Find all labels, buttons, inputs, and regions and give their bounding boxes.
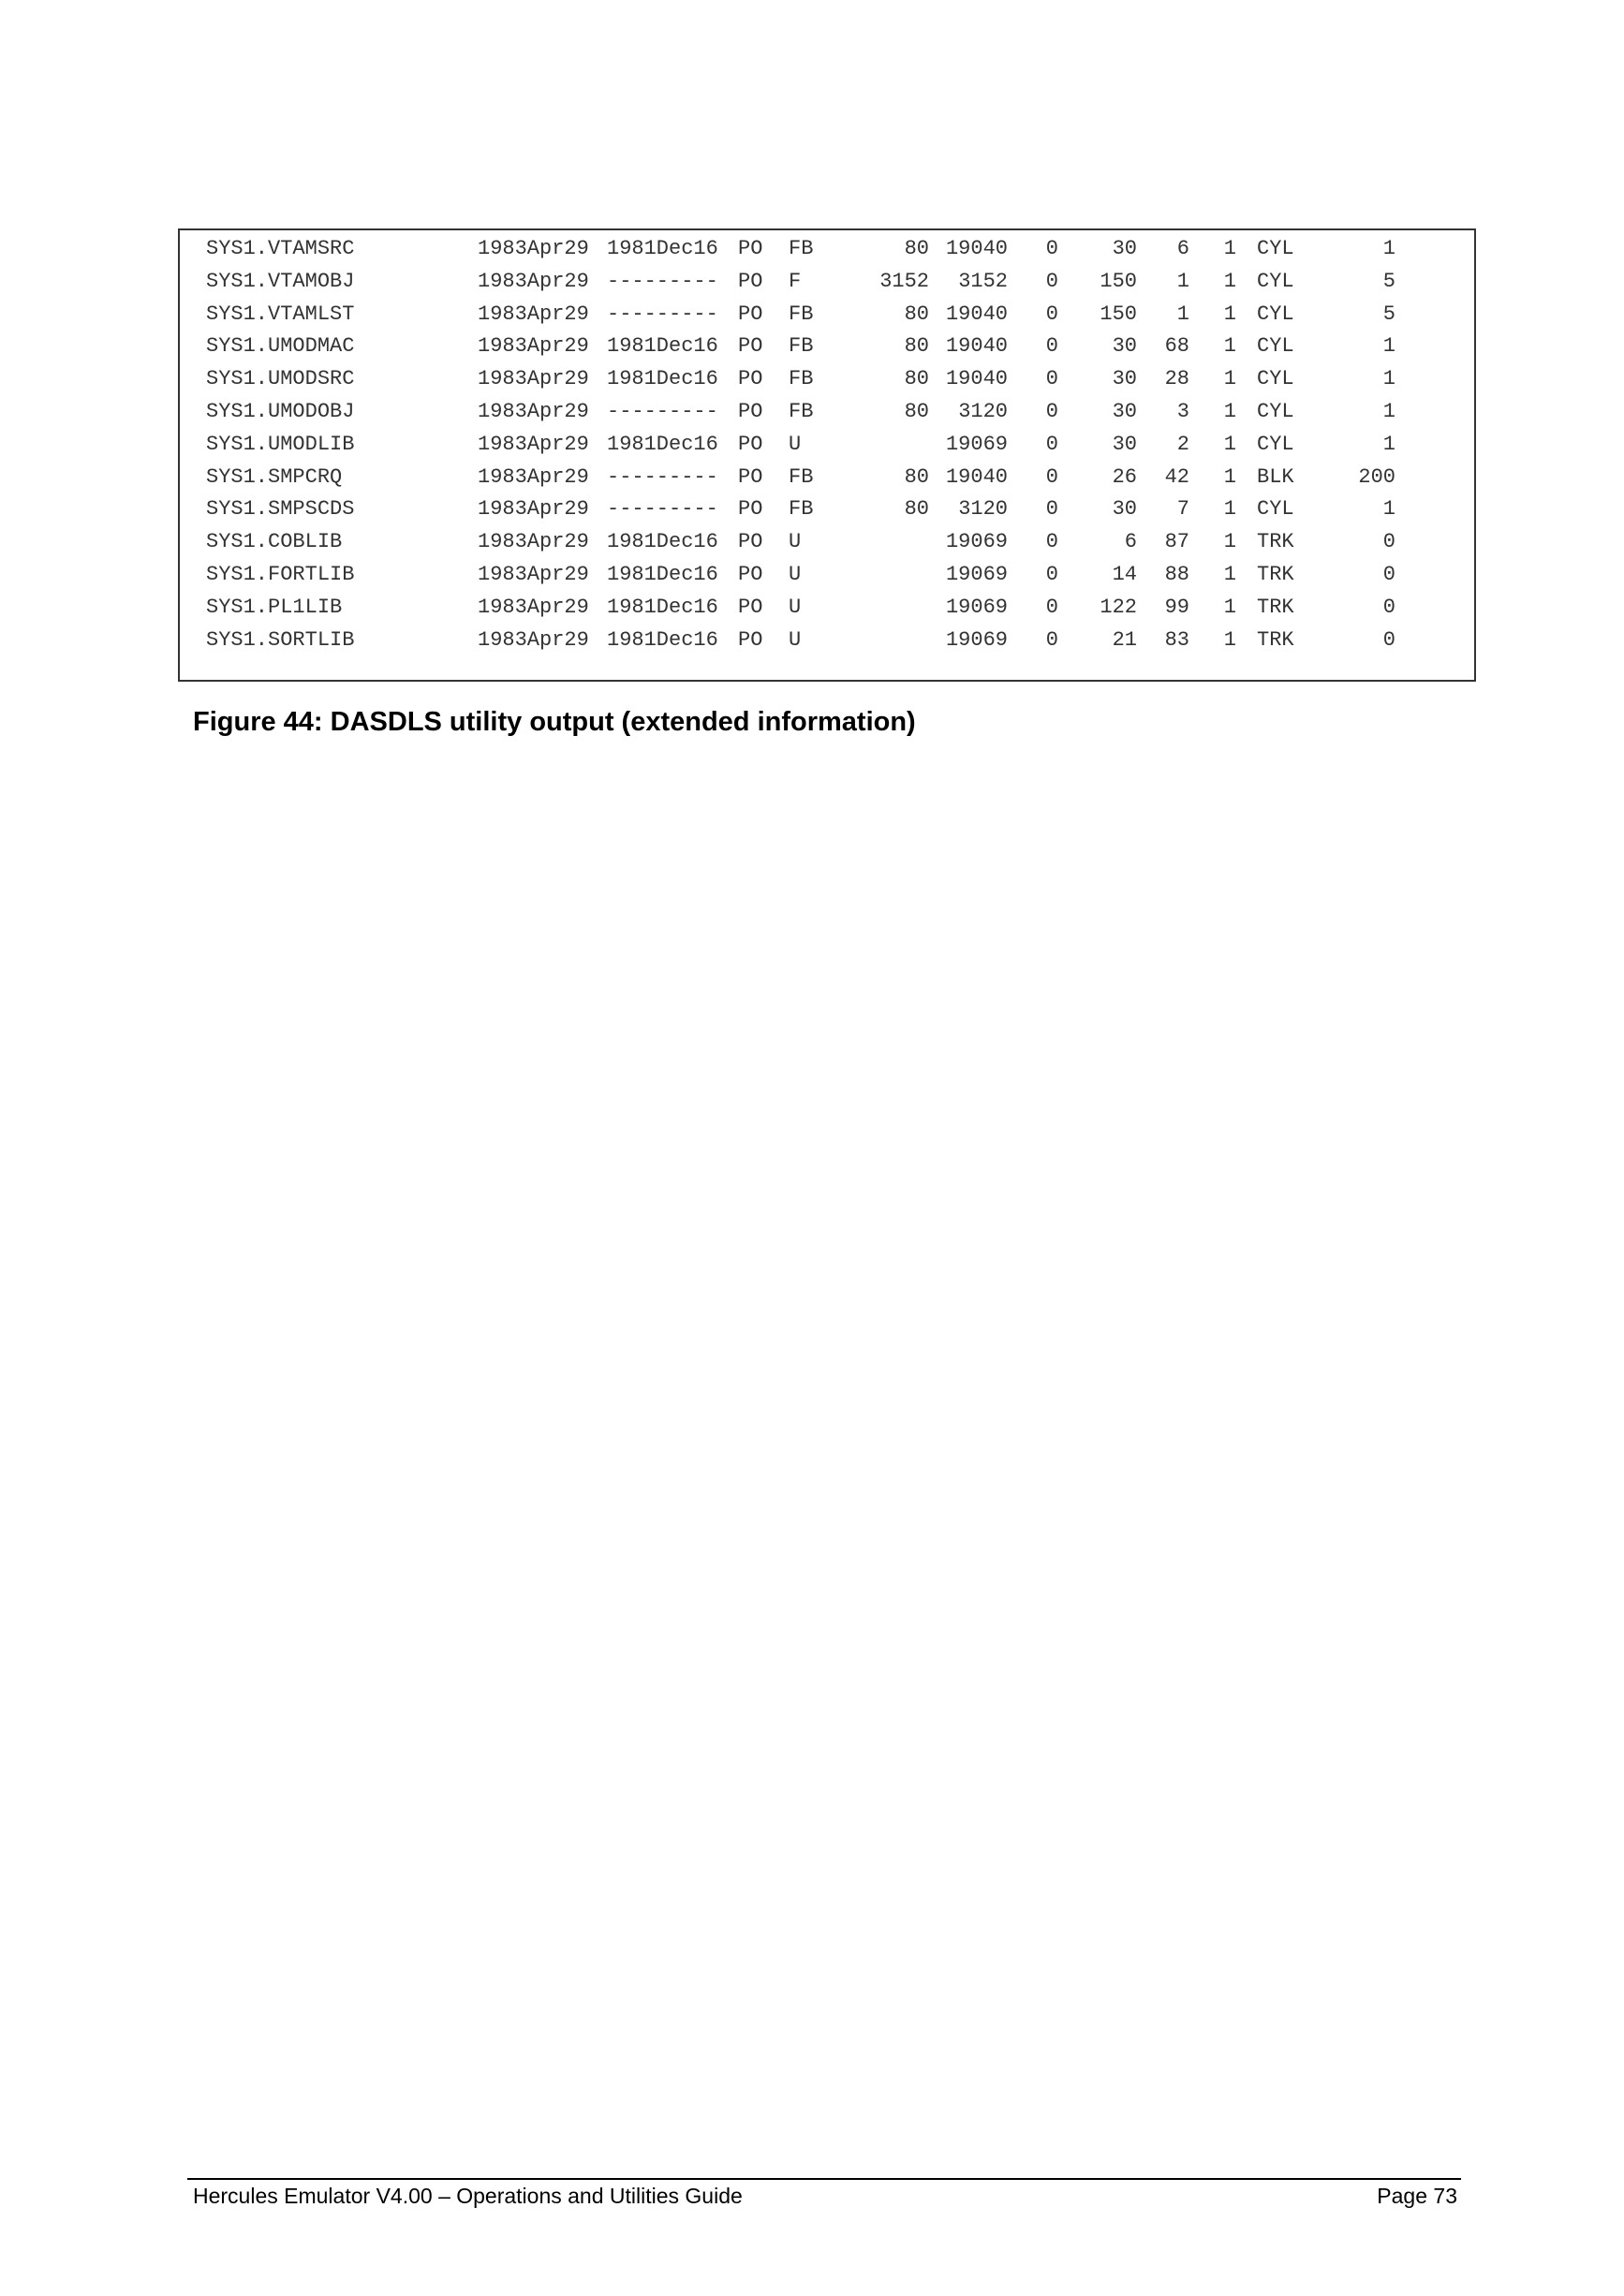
recfm: FB	[789, 367, 814, 391]
allocation-unit: CYL	[1257, 237, 1294, 260]
tracks: 6	[1124, 530, 1137, 554]
dsorg: PO	[738, 530, 763, 554]
secondary-amount: 1	[1382, 497, 1395, 522]
secondary-amount: 0	[1382, 530, 1395, 554]
created-date: 1983Apr29	[478, 595, 589, 619]
secondary-amount: 1	[1382, 432, 1395, 456]
percent-used: 88	[1164, 563, 1189, 586]
extents: 0	[1045, 237, 1058, 260]
referenced-date: 1981Dec16	[607, 334, 718, 359]
allocation-unit: CYL	[1257, 334, 1294, 359]
recfm: U	[789, 595, 802, 619]
allocation-unit: TRK	[1257, 595, 1294, 619]
created-date: 1983Apr29	[478, 400, 589, 423]
secondary-count: 1	[1223, 334, 1236, 359]
referenced-date: 1981Dec16	[607, 432, 718, 456]
dsorg: PO	[738, 627, 763, 652]
secondary-amount: 1	[1382, 400, 1395, 423]
secondary-amount: 1	[1382, 334, 1395, 359]
percent-used: 99	[1164, 595, 1189, 619]
lrecl: 80	[904, 302, 929, 326]
dataset-name: SYS1.SMPCRQ	[206, 464, 343, 489]
dataset-name: SYS1.VTAMSRC	[206, 237, 355, 260]
lrecl: 80	[904, 367, 929, 391]
tracks: 26	[1112, 464, 1137, 489]
listing-row	[180, 558, 1474, 591]
lrecl: 80	[904, 334, 929, 359]
referenced-date: ---------	[607, 497, 718, 522]
listing-row	[180, 624, 1474, 656]
secondary-amount: 5	[1382, 269, 1395, 293]
percent-used: 6	[1176, 237, 1189, 260]
listing-row	[180, 232, 1474, 265]
allocation-unit: CYL	[1257, 432, 1294, 456]
created-date: 1983Apr29	[478, 367, 589, 391]
percent-used: 87	[1164, 530, 1189, 554]
percent-used: 68	[1164, 334, 1189, 359]
secondary-count: 1	[1223, 237, 1236, 260]
listing-row	[180, 525, 1474, 558]
recfm: U	[789, 627, 802, 652]
recfm: FB	[789, 400, 814, 423]
blksize: 19040	[945, 237, 1008, 260]
listing-row	[180, 461, 1474, 493]
created-date: 1983Apr29	[478, 432, 589, 456]
extents: 0	[1045, 367, 1058, 391]
percent-used: 7	[1176, 497, 1189, 522]
recfm: FB	[789, 497, 814, 522]
allocation-unit: TRK	[1257, 530, 1294, 554]
created-date: 1983Apr29	[478, 237, 589, 260]
listing-row	[180, 330, 1474, 362]
dataset-name: SYS1.UMODLIB	[206, 432, 355, 456]
secondary-amount: 5	[1382, 302, 1395, 326]
extents: 0	[1045, 302, 1058, 326]
allocation-unit: CYL	[1257, 269, 1294, 293]
percent-used: 3	[1176, 400, 1189, 423]
recfm: F	[789, 269, 802, 293]
dataset-name: SYS1.UMODMAC	[206, 334, 355, 359]
listing-row	[180, 493, 1474, 525]
dsorg: PO	[738, 367, 763, 391]
secondary-count: 1	[1223, 530, 1236, 554]
recfm: U	[789, 530, 802, 554]
created-date: 1983Apr29	[478, 563, 589, 586]
dsorg: PO	[738, 269, 763, 293]
allocation-unit: CYL	[1257, 302, 1294, 326]
extents: 0	[1045, 400, 1058, 423]
tracks: 30	[1112, 367, 1137, 391]
blksize: 19069	[945, 595, 1008, 619]
blksize: 19069	[945, 432, 1008, 456]
blksize: 19069	[945, 530, 1008, 554]
secondary-count: 1	[1223, 497, 1236, 522]
blksize: 3152	[958, 269, 1008, 293]
blksize: 3120	[958, 497, 1008, 522]
dasdls-output-box	[178, 228, 1476, 682]
created-date: 1983Apr29	[478, 269, 589, 293]
dataset-name: SYS1.UMODOBJ	[206, 400, 355, 423]
extents: 0	[1045, 530, 1058, 554]
listing-row	[180, 395, 1474, 428]
lrecl: 80	[904, 237, 929, 260]
created-date: 1983Apr29	[478, 497, 589, 522]
referenced-date: ---------	[607, 302, 718, 326]
extents: 0	[1045, 627, 1058, 652]
percent-used: 83	[1164, 627, 1189, 652]
recfm: FB	[789, 302, 814, 326]
dsorg: PO	[738, 595, 763, 619]
percent-used: 42	[1164, 464, 1189, 489]
blksize: 19040	[945, 464, 1008, 489]
secondary-amount: 0	[1382, 627, 1395, 652]
referenced-date: ---------	[607, 464, 718, 489]
referenced-date: 1981Dec16	[607, 595, 718, 619]
secondary-count: 1	[1223, 367, 1236, 391]
extents: 0	[1045, 563, 1058, 586]
recfm: FB	[789, 464, 814, 489]
secondary-count: 1	[1223, 302, 1236, 326]
secondary-amount: 0	[1382, 595, 1395, 619]
extents: 0	[1045, 432, 1058, 456]
listing-row	[180, 362, 1474, 395]
extents: 0	[1045, 464, 1058, 489]
lrecl: 80	[904, 464, 929, 489]
created-date: 1983Apr29	[478, 464, 589, 489]
listing-row	[180, 591, 1474, 624]
dataset-name: SYS1.UMODSRC	[206, 367, 355, 391]
secondary-count: 1	[1223, 432, 1236, 456]
secondary-count: 1	[1223, 563, 1236, 586]
recfm: U	[789, 432, 802, 456]
dataset-name: SYS1.SMPSCDS	[206, 497, 355, 522]
created-date: 1983Apr29	[478, 627, 589, 652]
listing-row	[180, 298, 1474, 331]
tracks: 122	[1100, 595, 1137, 619]
blksize: 19069	[945, 563, 1008, 586]
referenced-date: 1981Dec16	[607, 563, 718, 586]
tracks: 30	[1112, 432, 1137, 456]
footer-rule	[187, 2178, 1461, 2180]
figure-caption: Figure 44: DASDLS utility output (extended information)	[193, 707, 916, 737]
tracks: 150	[1100, 269, 1137, 293]
allocation-unit: BLK	[1257, 464, 1294, 489]
allocation-unit: CYL	[1257, 367, 1294, 391]
secondary-amount: 0	[1382, 563, 1395, 586]
secondary-count: 1	[1223, 595, 1236, 619]
dsorg: PO	[738, 497, 763, 522]
dsorg: PO	[738, 302, 763, 326]
created-date: 1983Apr29	[478, 530, 589, 554]
dataset-name: SYS1.SORTLIB	[206, 627, 355, 652]
percent-used: 1	[1176, 302, 1189, 326]
tracks: 30	[1112, 334, 1137, 359]
tracks: 21	[1112, 627, 1137, 652]
blksize: 19040	[945, 334, 1008, 359]
allocation-unit: CYL	[1257, 400, 1294, 423]
secondary-amount: 1	[1382, 367, 1395, 391]
recfm: FB	[789, 237, 814, 260]
secondary-amount: 1	[1382, 237, 1395, 260]
percent-used: 2	[1176, 432, 1189, 456]
extents: 0	[1045, 334, 1058, 359]
tracks: 150	[1100, 302, 1137, 326]
recfm: FB	[789, 334, 814, 359]
dsorg: PO	[738, 563, 763, 586]
lrecl: 80	[904, 497, 929, 522]
allocation-unit: TRK	[1257, 563, 1294, 586]
referenced-date: ---------	[607, 400, 718, 423]
created-date: 1983Apr29	[478, 302, 589, 326]
percent-used: 28	[1164, 367, 1189, 391]
dataset-name: SYS1.COBLIB	[206, 530, 343, 554]
blksize: 3120	[958, 400, 1008, 423]
allocation-unit: TRK	[1257, 627, 1294, 652]
dsorg: PO	[738, 334, 763, 359]
secondary-count: 1	[1223, 627, 1236, 652]
blksize: 19040	[945, 367, 1008, 391]
secondary-count: 1	[1223, 269, 1236, 293]
dsorg: PO	[738, 464, 763, 489]
tracks: 14	[1112, 563, 1137, 586]
created-date: 1983Apr29	[478, 334, 589, 359]
secondary-count: 1	[1223, 400, 1236, 423]
tracks: 30	[1112, 400, 1137, 423]
listing-row	[180, 428, 1474, 461]
dataset-name: SYS1.VTAMOBJ	[206, 269, 355, 293]
lrecl: 3152	[879, 269, 929, 293]
footer-title: Hercules Emulator V4.00 – Operations and Utilities Guide	[193, 2184, 743, 2208]
dsorg: PO	[738, 237, 763, 260]
referenced-date: 1981Dec16	[607, 367, 718, 391]
tracks: 30	[1112, 237, 1137, 260]
dsorg: PO	[738, 432, 763, 456]
allocation-unit: CYL	[1257, 497, 1294, 522]
secondary-amount: 200	[1358, 464, 1395, 489]
dataset-name: SYS1.PL1LIB	[206, 595, 343, 619]
referenced-date: 1981Dec16	[607, 530, 718, 554]
extents: 0	[1045, 269, 1058, 293]
referenced-date: 1981Dec16	[607, 237, 718, 260]
dataset-name: SYS1.FORTLIB	[206, 563, 355, 586]
footer-page-number: Page 73	[1377, 2184, 1457, 2208]
referenced-date: ---------	[607, 269, 718, 293]
recfm: U	[789, 563, 802, 586]
dsorg: PO	[738, 400, 763, 423]
percent-used: 1	[1176, 269, 1189, 293]
dataset-name: SYS1.VTAMLST	[206, 302, 355, 326]
tracks: 30	[1112, 497, 1137, 522]
extents: 0	[1045, 595, 1058, 619]
referenced-date: 1981Dec16	[607, 627, 718, 652]
lrecl: 80	[904, 400, 929, 423]
extents: 0	[1045, 497, 1058, 522]
listing-row	[180, 265, 1474, 298]
blksize: 19040	[945, 302, 1008, 326]
blksize: 19069	[945, 627, 1008, 652]
secondary-count: 1	[1223, 464, 1236, 489]
